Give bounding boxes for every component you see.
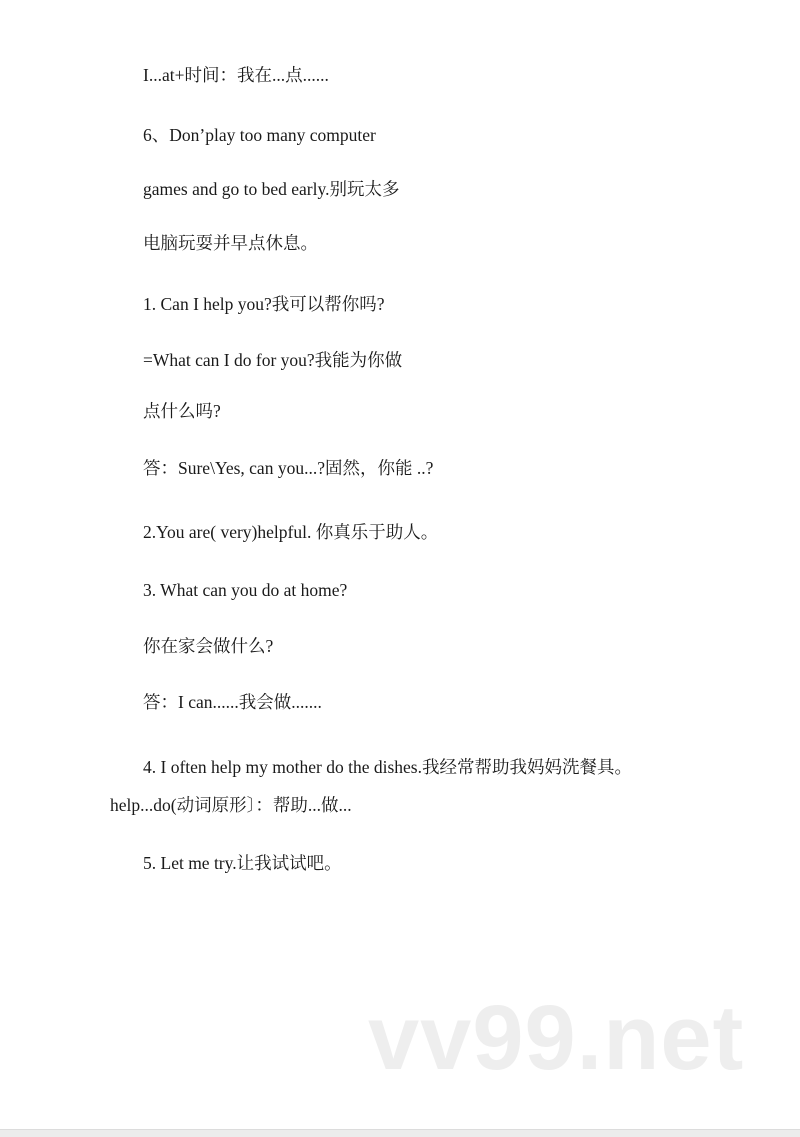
text-line: 答：I can......我会做....... [143, 692, 322, 712]
text-line: 答：Sure\Yes, can you...?固然，你能 ..? [143, 458, 434, 478]
text-line: help...do(动词原形〕：帮助...做... [110, 795, 352, 815]
text-line: =What can I do for you?我能为你做 [143, 350, 403, 370]
text-line: 你在家会做什么? [143, 636, 274, 656]
text-line: 电脑玩耍并早点休息。 [143, 233, 318, 253]
text-line: 1. Can I help you?我可以帮你吗? [143, 294, 385, 314]
text-line: games and go to bed early.别玩太多 [143, 179, 400, 199]
text-line: I...at+时间：我在...点...... [143, 65, 329, 85]
watermark: vv99.net [368, 987, 745, 1089]
text-line: 点什么吗? [143, 401, 221, 421]
text-line: 6、Don’play too many computer [143, 125, 376, 145]
text-line: 5. Let me try.让我试试吧。 [143, 853, 342, 873]
text-line: 4. I often help my mother do the dishes.我经常帮助我妈妈洗餐具。 [143, 757, 632, 777]
text-line: 2.You are( very)helpful. 你真乐于助人。 [143, 522, 439, 542]
page-bottom-edge [0, 1129, 800, 1137]
text-line: 3. What can you do at home? [143, 580, 348, 600]
